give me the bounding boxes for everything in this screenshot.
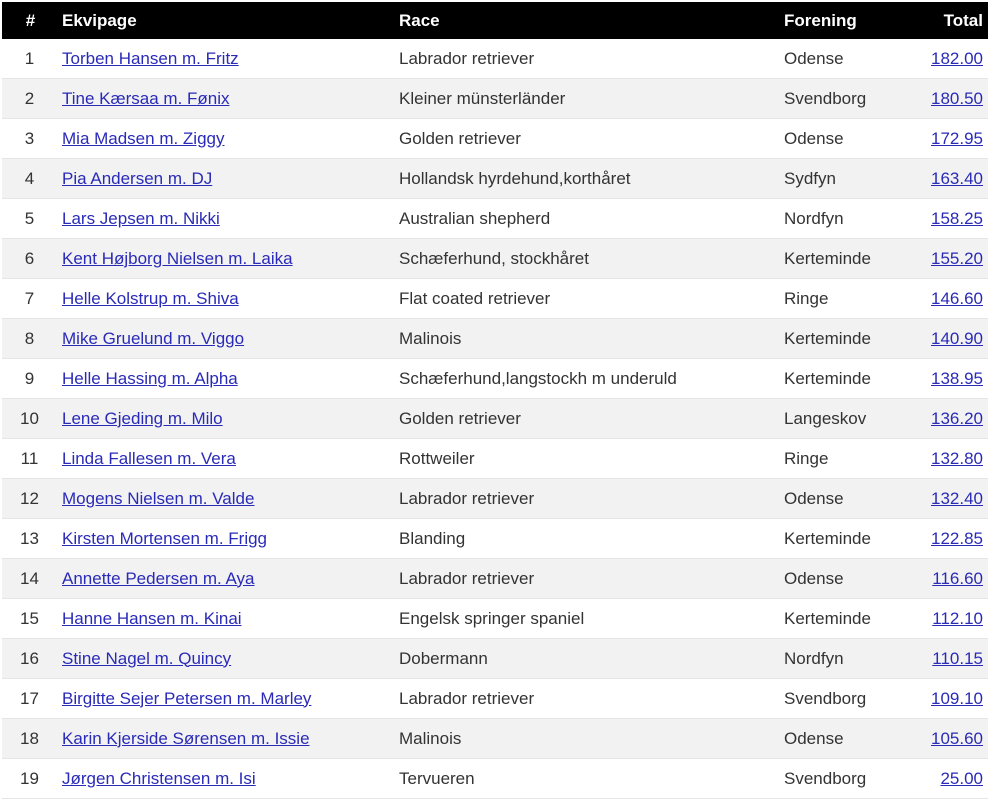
ekvipage-link[interactable]: Birgitte Sejer Petersen m. Marley <box>62 688 312 708</box>
ekvipage-link[interactable]: Tine Kærsaa m. Fønix <box>62 88 230 108</box>
ekvipage-link[interactable]: Kirsten Mortensen m. Frigg <box>62 528 268 548</box>
table-row <box>2 479 988 519</box>
rank-number: 13 <box>2 519 59 559</box>
race-text: Flat coated retriever <box>399 279 784 319</box>
rank-number: 11 <box>2 439 59 479</box>
header-num: # <box>2 2 59 39</box>
table-row <box>2 559 988 599</box>
forening-text: Svendborg <box>784 79 902 119</box>
total-link-cell <box>902 759 988 799</box>
total-link-cell <box>902 359 988 399</box>
ekvipage-link-cell <box>59 719 399 759</box>
rank-number: 1 <box>2 39 59 79</box>
forening-text: Nordfyn <box>784 199 902 239</box>
total-link-cell <box>902 119 988 159</box>
ekvipage-link[interactable]: Helle Hassing m. Alpha <box>62 368 238 388</box>
forening-text: Kerteminde <box>784 359 902 399</box>
ekvipage-link[interactable]: Mia Madsen m. Ziggy <box>62 128 225 148</box>
table-row <box>2 759 988 799</box>
table-row <box>2 719 988 759</box>
ekvipage-link[interactable]: Hanne Hansen m. Kinai <box>62 608 242 628</box>
race-text: Labrador retriever <box>399 559 784 599</box>
total-link-cell <box>902 599 988 639</box>
ekvipage-link-cell <box>59 519 399 559</box>
rank-number: 5 <box>2 199 59 239</box>
rank-number: 19 <box>2 759 59 799</box>
table-row <box>2 79 988 119</box>
total-link[interactable]: 122.85 <box>931 528 983 548</box>
total-link-cell <box>902 399 988 439</box>
forening-text: Odense <box>784 719 902 759</box>
total-link-cell <box>902 479 988 519</box>
race-text: Schæferhund,langstockh m underuld <box>399 359 784 399</box>
race-text: Rottweiler <box>399 439 784 479</box>
total-link-cell <box>902 159 988 199</box>
total-link[interactable]: 132.80 <box>931 448 983 468</box>
forening-text: Nordfyn <box>784 639 902 679</box>
ekvipage-link-cell <box>59 279 399 319</box>
rank-number: 17 <box>2 679 59 719</box>
forening-text: Ringe <box>784 279 902 319</box>
header-ekvipage: Ekvipage <box>59 2 399 39</box>
ekvipage-link-cell <box>59 159 399 199</box>
total-link[interactable]: 112.10 <box>932 608 983 628</box>
total-link[interactable]: 25.00 <box>940 768 983 788</box>
table-row <box>2 439 988 479</box>
race-text: Malinois <box>399 319 784 359</box>
total-link[interactable]: 163.40 <box>931 168 983 188</box>
ekvipage-link-cell <box>59 79 399 119</box>
race-text: Labrador retriever <box>399 679 784 719</box>
race-text: Malinois <box>399 719 784 759</box>
ekvipage-link[interactable]: Lars Jepsen m. Nikki <box>62 208 220 228</box>
table-row <box>2 399 988 439</box>
ekvipage-link[interactable]: Mike Gruelund m. Viggo <box>62 328 245 348</box>
table-row <box>2 279 988 319</box>
total-link[interactable]: 136.20 <box>931 408 983 428</box>
ekvipage-link[interactable]: Jørgen Christensen m. Isi <box>62 768 256 788</box>
table-row <box>2 679 988 719</box>
forening-text: Ringe <box>784 439 902 479</box>
race-text: Dobermann <box>399 639 784 679</box>
rank-number: 14 <box>2 559 59 599</box>
rank-number: 10 <box>2 399 59 439</box>
ekvipage-link[interactable]: Lene Gjeding m. Milo <box>62 408 223 428</box>
header-forening: Forening <box>784 2 902 39</box>
ekvipage-link-cell <box>59 359 399 399</box>
forening-text: Svendborg <box>784 759 902 799</box>
ekvipage-link[interactable]: Helle Kolstrup m. Shiva <box>62 288 239 308</box>
race-text: Golden retriever <box>399 399 784 439</box>
total-link[interactable]: 146.60 <box>931 288 983 308</box>
ekvipage-link-cell <box>59 39 399 79</box>
forening-text: Odense <box>784 479 902 519</box>
race-text: Labrador retriever <box>399 479 784 519</box>
total-link[interactable]: 132.40 <box>931 488 983 508</box>
total-link-cell <box>902 679 988 719</box>
ekvipage-link[interactable]: Torben Hansen m. Fritz <box>62 48 239 68</box>
header-total: Total <box>902 2 988 39</box>
ekvipage-link[interactable]: Stine Nagel m. Quincy <box>62 648 232 668</box>
total-link-cell <box>902 39 988 79</box>
ekvipage-link-cell <box>59 199 399 239</box>
ekvipage-link[interactable]: Karin Kjerside Sørensen m. Issie <box>62 728 310 748</box>
rank-number: 16 <box>2 639 59 679</box>
ekvipage-link-cell <box>59 439 399 479</box>
table-row <box>2 199 988 239</box>
ekvipage-link-cell <box>59 759 399 799</box>
ekvipage-link-cell <box>59 679 399 719</box>
total-link[interactable]: 180.50 <box>931 88 983 108</box>
total-link[interactable]: 158.25 <box>931 208 983 228</box>
table-body <box>2 39 988 799</box>
total-link-cell <box>902 519 988 559</box>
total-link[interactable]: 116.60 <box>932 568 983 588</box>
table-row <box>2 639 988 679</box>
total-link[interactable]: 182.00 <box>931 48 983 68</box>
forening-text: Odense <box>784 39 902 79</box>
table-header <box>2 2 988 39</box>
forening-text: Sydfyn <box>784 159 902 199</box>
ekvipage-link[interactable]: Linda Fallesen m. Vera <box>62 448 236 468</box>
forening-text: Odense <box>784 559 902 599</box>
ekvipage-link-cell <box>59 559 399 599</box>
forening-text: Kerteminde <box>784 599 902 639</box>
table-row <box>2 39 988 79</box>
total-link[interactable]: 109.10 <box>931 688 983 708</box>
total-link-cell <box>902 239 988 279</box>
table-row <box>2 159 988 199</box>
total-link[interactable]: 155.20 <box>931 248 983 268</box>
total-link-cell <box>902 279 988 319</box>
forening-text: Kerteminde <box>784 319 902 359</box>
header-race: Race <box>399 2 784 39</box>
table-row <box>2 119 988 159</box>
total-link[interactable]: 138.95 <box>931 368 983 388</box>
rank-number: 18 <box>2 719 59 759</box>
header-row <box>2 2 988 39</box>
forening-text: Kerteminde <box>784 519 902 559</box>
rank-number: 2 <box>2 79 59 119</box>
rank-number: 7 <box>2 279 59 319</box>
ekvipage-link[interactable]: Mogens Nielsen m. Valde <box>62 488 255 508</box>
race-text: Labrador retriever <box>399 39 784 79</box>
table-row <box>2 519 988 559</box>
table-row <box>2 359 988 399</box>
ekvipage-link-cell <box>59 239 399 279</box>
race-text: Kleiner münsterländer <box>399 79 784 119</box>
race-text: Tervueren <box>399 759 784 799</box>
rank-number: 6 <box>2 239 59 279</box>
total-link-cell <box>902 719 988 759</box>
ekvipage-link[interactable]: Kent Højborg Nielsen m. Laika <box>62 248 293 268</box>
results-table <box>2 2 988 799</box>
rank-number: 9 <box>2 359 59 399</box>
total-link[interactable]: 110.15 <box>932 648 983 668</box>
rank-number: 8 <box>2 319 59 359</box>
total-link-cell <box>902 439 988 479</box>
race-text: Hollandsk hyrdehund,korthåret <box>399 159 784 199</box>
total-link[interactable]: 140.90 <box>931 328 983 348</box>
rank-number: 4 <box>2 159 59 199</box>
rank-number: 12 <box>2 479 59 519</box>
race-text: Blanding <box>399 519 784 559</box>
table-row <box>2 599 988 639</box>
ekvipage-link-cell <box>59 479 399 519</box>
race-text: Schæferhund, stockhåret <box>399 239 784 279</box>
total-link[interactable]: 105.60 <box>931 728 983 748</box>
forening-text: Odense <box>784 119 902 159</box>
race-text: Australian shepherd <box>399 199 784 239</box>
race-text: Engelsk springer spaniel <box>399 599 784 639</box>
total-link-cell <box>902 199 988 239</box>
race-text: Golden retriever <box>399 119 784 159</box>
total-link-cell <box>902 639 988 679</box>
ekvipage-link-cell <box>59 319 399 359</box>
ekvipage-link-cell <box>59 639 399 679</box>
forening-text: Kerteminde <box>784 239 902 279</box>
forening-text: Langeskov <box>784 399 902 439</box>
total-link-cell <box>902 79 988 119</box>
total-link-cell <box>902 559 988 599</box>
ekvipage-link[interactable]: Annette Pedersen m. Aya <box>62 568 255 588</box>
ekvipage-link[interactable]: Pia Andersen m. DJ <box>62 168 213 188</box>
rank-number: 3 <box>2 119 59 159</box>
table-row <box>2 319 988 359</box>
total-link-cell <box>902 319 988 359</box>
table-row <box>2 239 988 279</box>
ekvipage-link-cell <box>59 119 399 159</box>
ekvipage-link-cell <box>59 399 399 439</box>
total-link[interactable]: 172.95 <box>931 128 983 148</box>
ekvipage-link-cell <box>59 599 399 639</box>
rank-number: 15 <box>2 599 59 639</box>
forening-text: Svendborg <box>784 679 902 719</box>
